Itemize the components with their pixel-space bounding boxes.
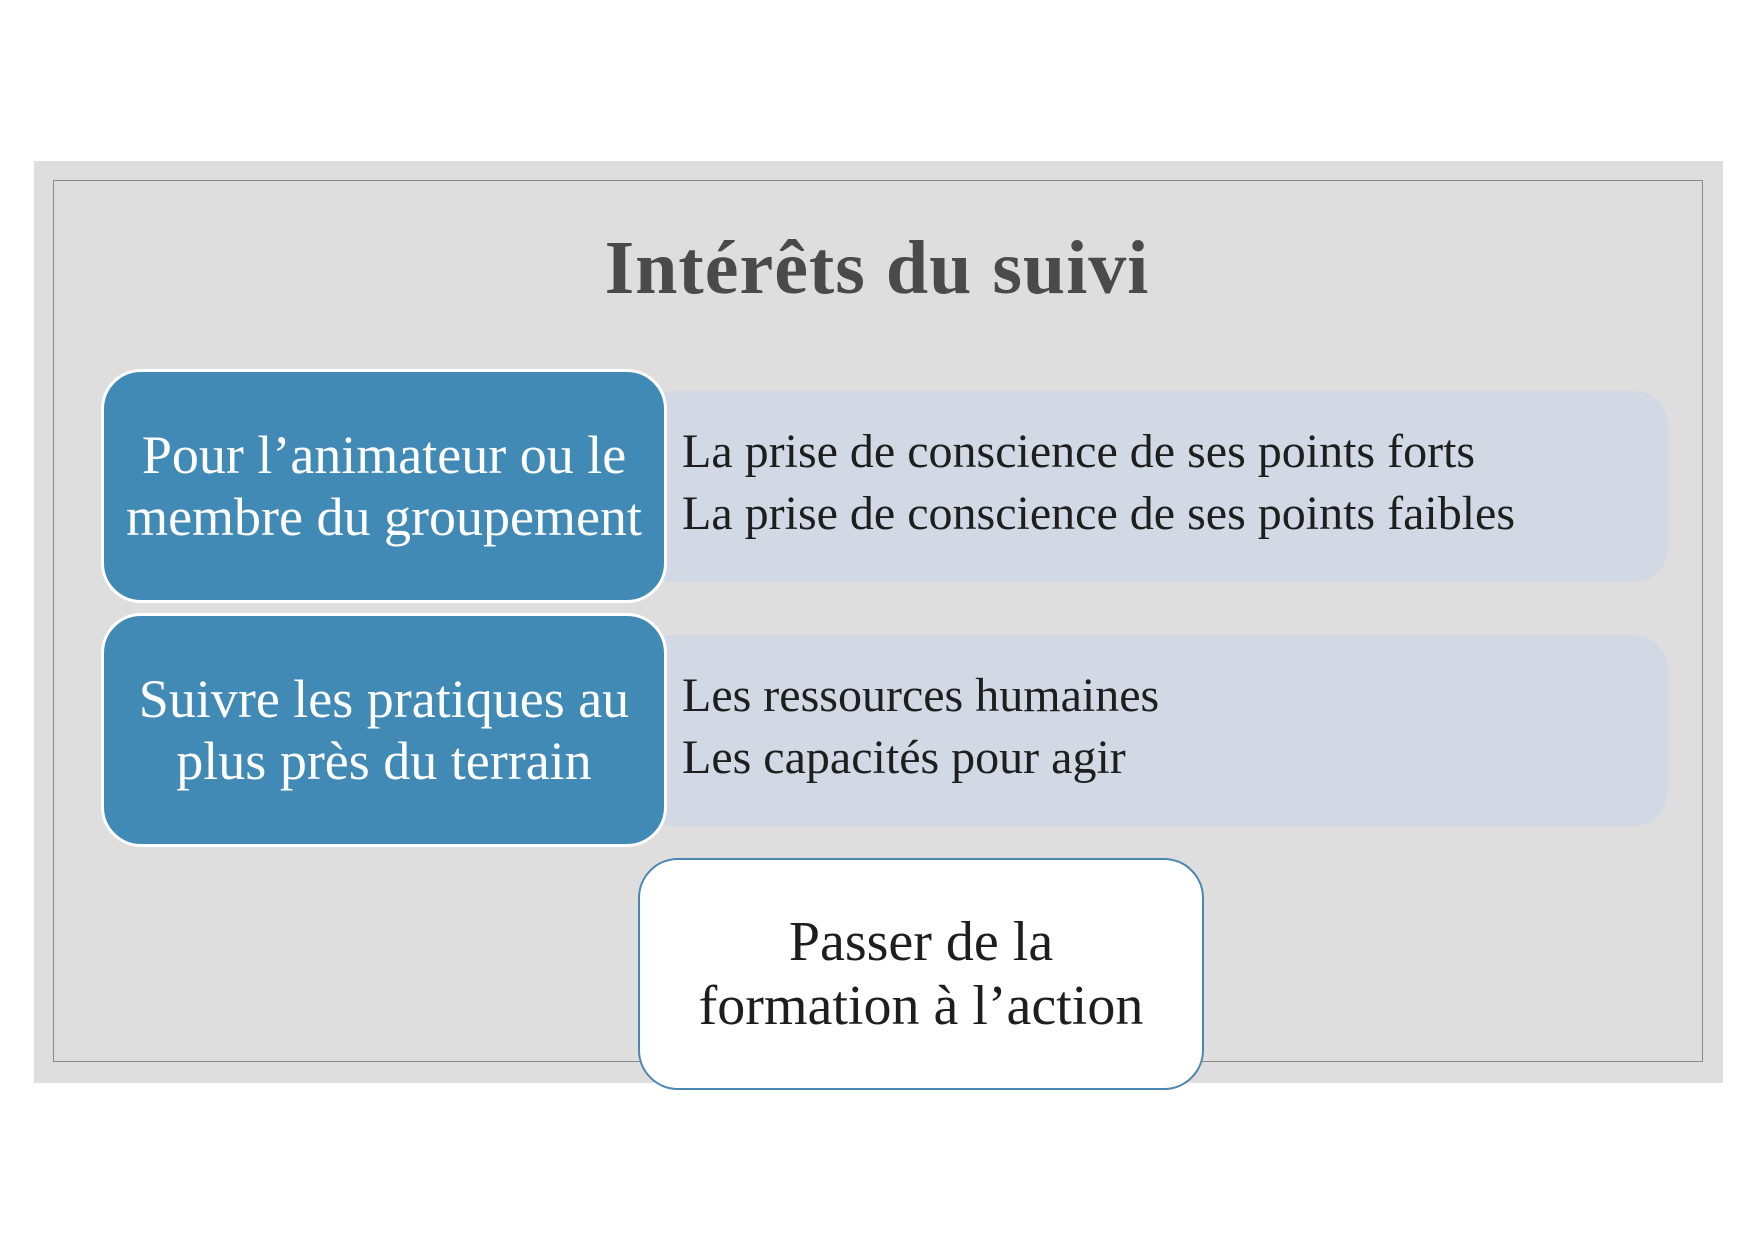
bullet-item — [682, 665, 1159, 727]
conclusion-text: Passer de la formation à l’action — [698, 911, 1144, 1037]
heading-box-2 — [101, 613, 667, 847]
heading-box-1 — [101, 369, 667, 603]
bullet-list-1 — [682, 421, 1515, 545]
slide-title: Intérêts du suivi — [604, 226, 1150, 310]
bullet-item — [682, 727, 1159, 789]
heading-text: Suivre les pratiques au plus près du terrain — [138, 669, 630, 791]
conclusion-box — [638, 858, 1204, 1090]
bullet-text: La prise de conscience de ses points forts — [682, 425, 1476, 478]
bullet-item — [682, 421, 1515, 483]
bullet-text: Les ressources humaines — [682, 669, 1160, 722]
heading-text: Pour l’animateur ou le membre du groupement — [126, 425, 642, 547]
bullet-text: Les capacités pour agir — [682, 731, 1126, 784]
bullet-item — [682, 483, 1515, 545]
bullet-text: La prise de conscience de ses points faibles — [682, 487, 1516, 540]
bullet-list-2 — [682, 665, 1159, 789]
